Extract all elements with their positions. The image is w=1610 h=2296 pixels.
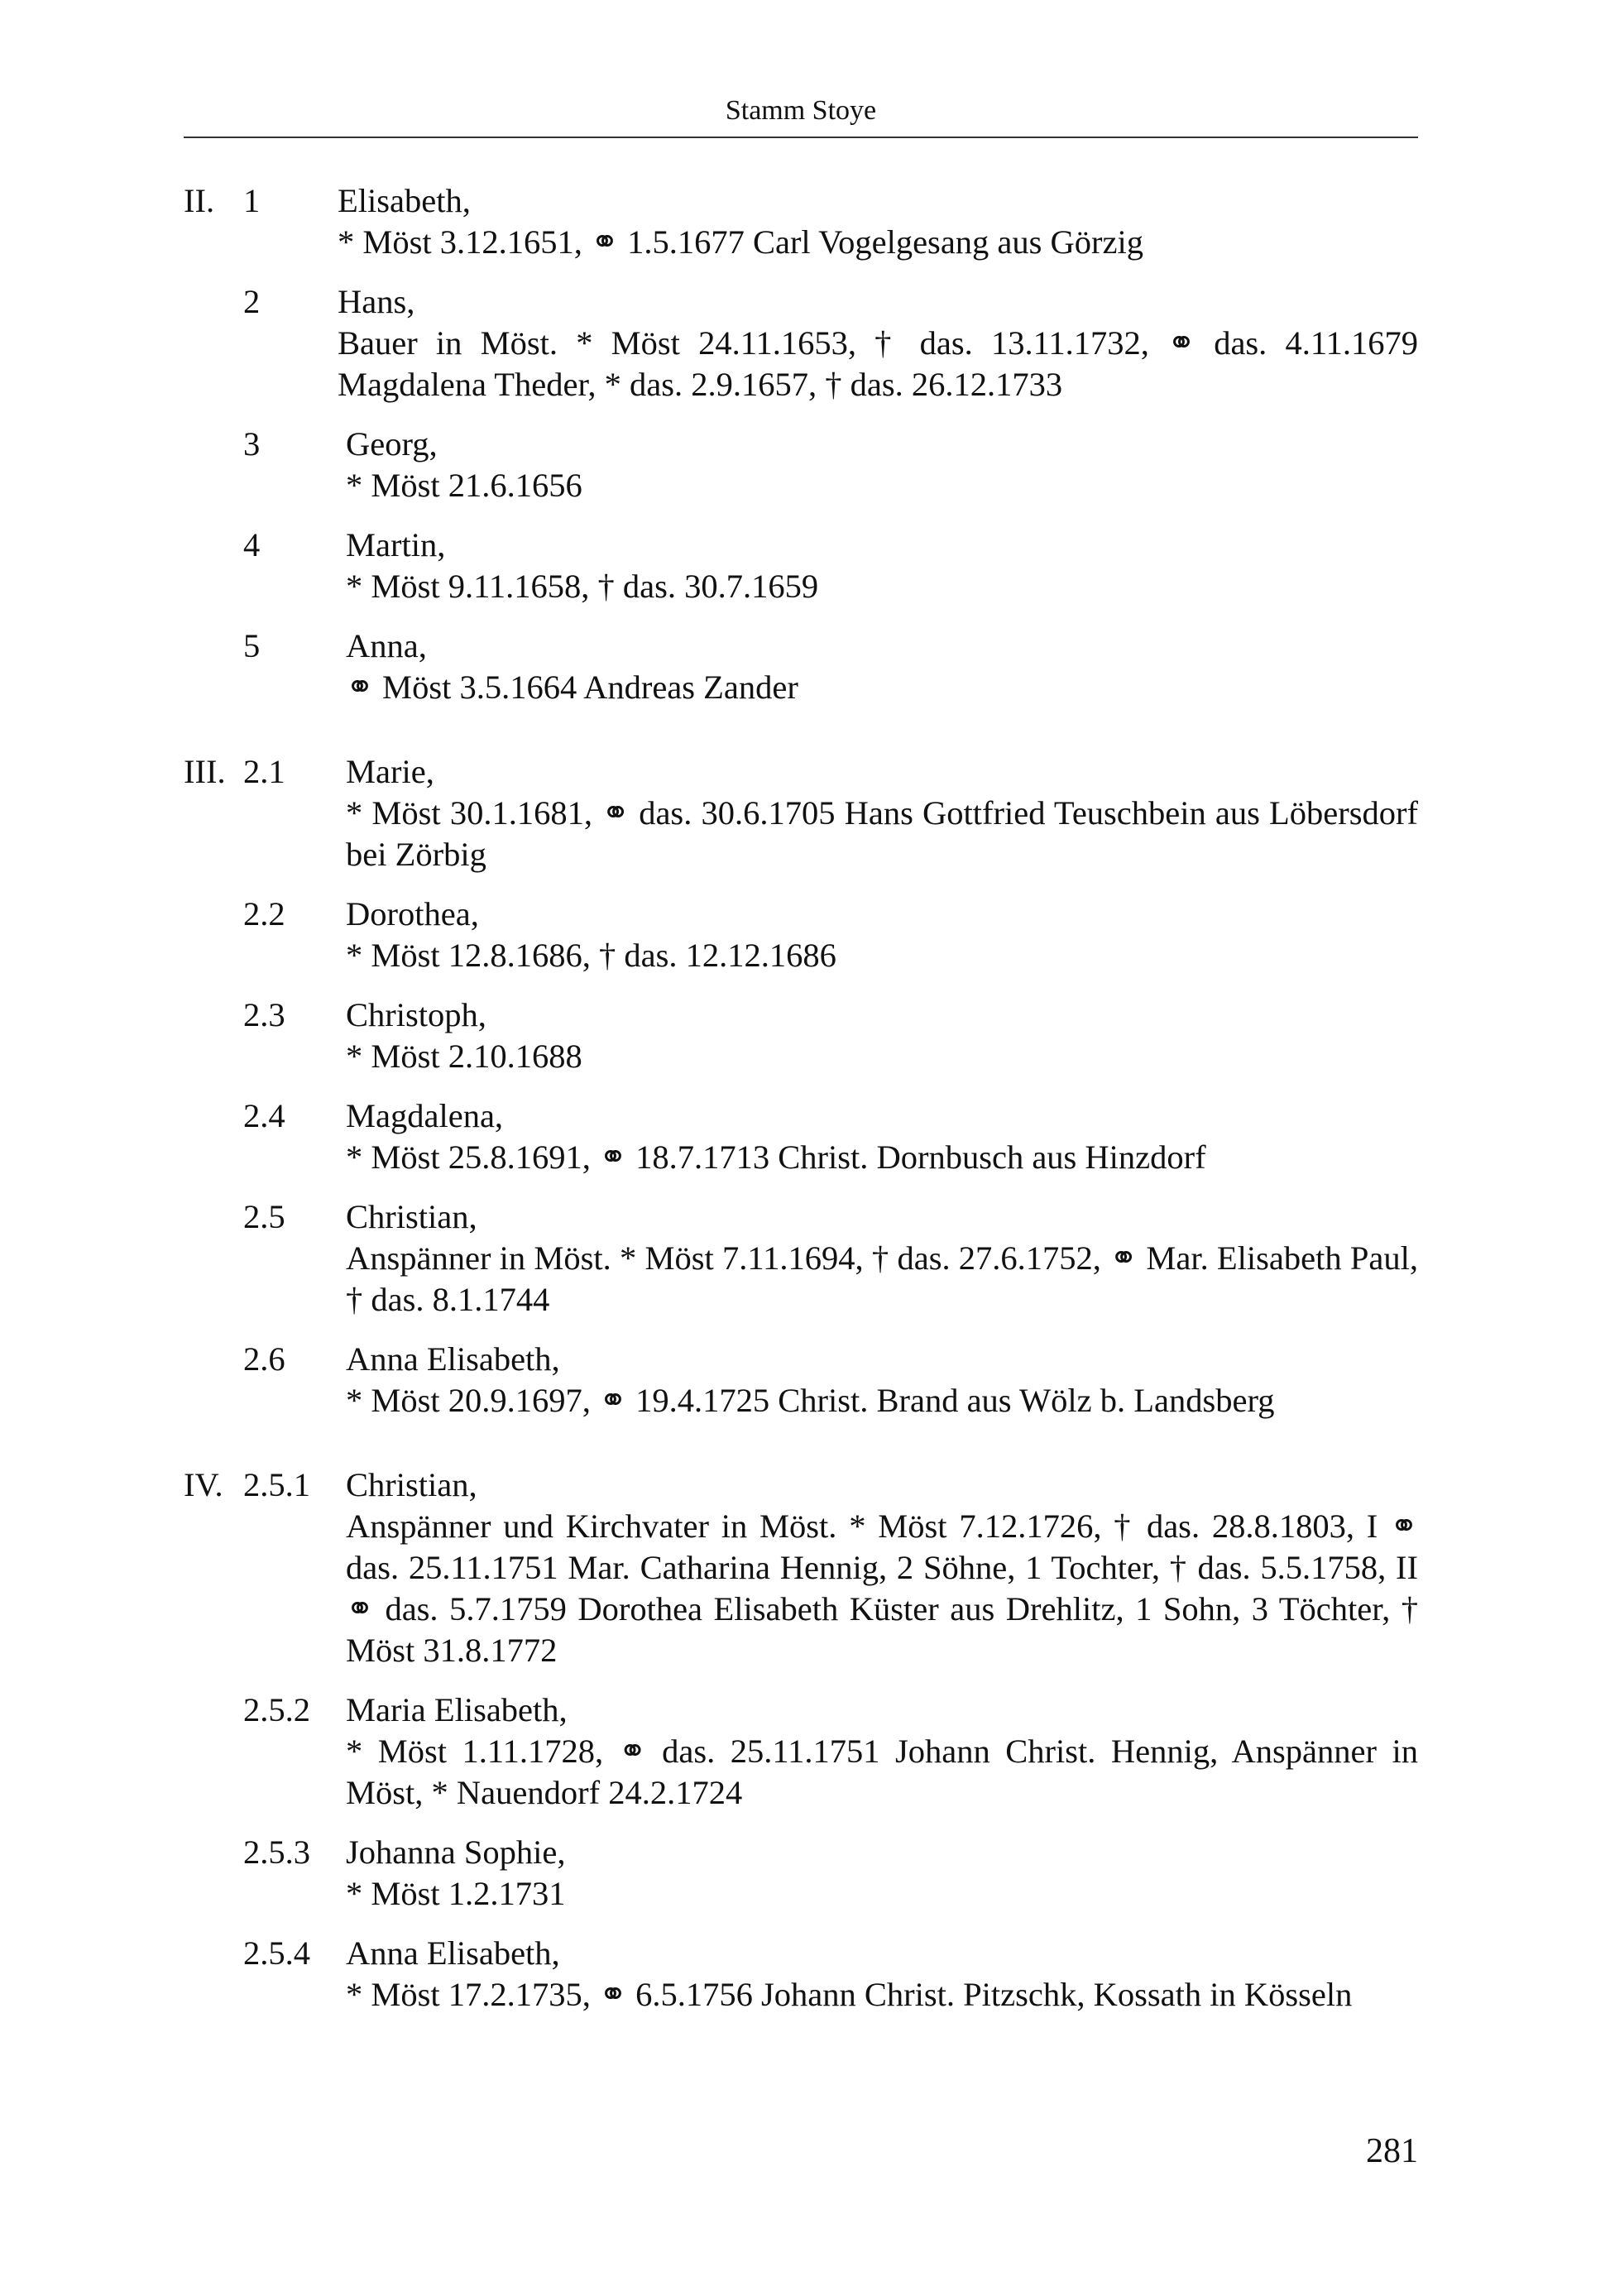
page-number: 281 xyxy=(1366,2132,1418,2170)
entry-number: 5 xyxy=(243,627,261,664)
person-name: Magdalena, xyxy=(346,1097,504,1134)
genealogy-entry xyxy=(184,180,1418,263)
person-name: Georg, xyxy=(346,425,438,463)
person-details: * Möst 1.11.1728, ⚭ das. 25.11.1751 Johann Christ. Hennig, Anspänner in Möst, * Nauendorf 24.2.1724 xyxy=(346,1733,1418,1811)
person-details: * Möst 3.12.1651, ⚭ 1.5.1677 Carl Vogelgesang aus Görzig xyxy=(338,223,1143,261)
genealogy-entry xyxy=(184,894,1418,976)
entry-number: 2.5.4 xyxy=(243,1934,310,1972)
genealogy-list xyxy=(184,180,1418,2016)
person-name: Hans, xyxy=(338,283,415,320)
entry-number: 2.5 xyxy=(243,1198,285,1235)
person-details: * Möst 20.9.1697, ⚭ 19.4.1725 Christ. Brand aus Wölz b. Landsberg xyxy=(346,1382,1275,1419)
person-name: Anna Elisabeth, xyxy=(346,1934,560,1972)
person-details: * Möst 17.2.1735, ⚭ 6.5.1756 Johann Christ. Pitzschk, Kossath in Kösseln xyxy=(346,1976,1353,2013)
person-details: Anspänner in Möst. * Möst 7.11.1694, † das. 27.6.1752, ⚭ Mar. Elisabeth Paul, † das. 8.1.1744 xyxy=(346,1239,1418,1318)
genealogy-entry xyxy=(184,1095,1418,1178)
generation-label: III. xyxy=(184,753,226,790)
person-details: * Möst 9.11.1658, † das. 30.7.1659 xyxy=(346,568,819,605)
person-name: Marie, xyxy=(346,753,434,790)
person-name: Martin, xyxy=(346,526,446,563)
person-details: * Möst 30.1.1681, ⚭ das. 30.6.1705 Hans Gottfried Teuschbein aus Löbersdorf bei Zörbig xyxy=(346,794,1418,873)
entry-number: 2.6 xyxy=(243,1340,285,1378)
person-name: Christoph, xyxy=(346,996,486,1033)
entry-number: 2 xyxy=(243,283,261,320)
genealogy-entry xyxy=(184,424,1418,506)
person-name: Christian, xyxy=(346,1198,477,1235)
genealogy-entry xyxy=(184,1690,1418,1814)
entry-number: 2.4 xyxy=(243,1097,285,1134)
person-name: Elisabeth, xyxy=(338,182,471,219)
genealogy-entry xyxy=(184,751,1418,875)
header-rule xyxy=(184,137,1418,138)
person-name: Johanna Sophie, xyxy=(346,1833,566,1871)
genealogy-entry xyxy=(184,281,1418,405)
genealogy-entry xyxy=(184,1933,1418,2016)
person-name: Maria Elisabeth, xyxy=(346,1691,568,1728)
entry-number: 2.5.3 xyxy=(243,1833,310,1871)
person-name: Anna Elisabeth, xyxy=(346,1340,560,1378)
person-details: Bauer in Möst. * Möst 24.11.1653, † das. 13.11.1732, ⚭ das. 4.11.1679 Magdalena Theder, * das. 2.9.1657, † das. 26.12.1733 xyxy=(338,324,1418,403)
person-details: * Möst 21.6.1656 xyxy=(346,467,582,504)
person-details: * Möst 2.10.1688 xyxy=(346,1038,582,1075)
genealogy-entry xyxy=(184,626,1418,708)
person-details: * Möst 25.8.1691, ⚭ 18.7.1713 Christ. Dornbusch aus Hinzdorf xyxy=(346,1138,1206,1176)
person-details: * Möst 1.2.1731 xyxy=(346,1875,566,1912)
entry-number: 1 xyxy=(243,182,261,219)
entry-number: 2.5.2 xyxy=(243,1691,310,1728)
person-details: ⚭ Möst 3.5.1664 Andreas Zander xyxy=(346,669,798,706)
genealogy-entry xyxy=(184,1339,1418,1421)
genealogy-entry xyxy=(184,1196,1418,1321)
genealogy-entry xyxy=(184,995,1418,1077)
entry-number: 3 xyxy=(243,425,261,463)
generation-label: IV. xyxy=(184,1466,223,1503)
entry-number: 2.3 xyxy=(243,996,285,1033)
generation-label: II. xyxy=(184,182,215,219)
person-name: Anna, xyxy=(346,627,427,664)
genealogy-entry xyxy=(184,1464,1418,1671)
person-details: * Möst 12.8.1686, † das. 12.12.1686 xyxy=(346,937,836,974)
person-name: Christian, xyxy=(346,1466,477,1503)
person-name: Dorothea, xyxy=(346,895,479,932)
genealogy-entry xyxy=(184,525,1418,607)
entry-number: 2.2 xyxy=(243,895,285,932)
entry-number: 2.1 xyxy=(243,753,285,790)
entry-number: 4 xyxy=(243,526,261,563)
person-details: Anspänner und Kirchvater in Möst. * Möst 7.12.1726, † das. 28.8.1803, I ⚭ das. 25.11.1751 Mar. Catharina Hennig, 2 Söhne, 1 Tochter, † das. 5.5.1758, II ⚭ das. 5.7.1759 Dorothea Elisabeth Küster aus Drehlitz, 1 Sohn, 3 Töchter, † Möst 31.8.1772 xyxy=(346,1507,1418,1669)
genealogy-entry xyxy=(184,1832,1418,1915)
entry-number: 2.5.1 xyxy=(243,1466,310,1503)
running-header: Stamm Stoye xyxy=(725,95,877,126)
